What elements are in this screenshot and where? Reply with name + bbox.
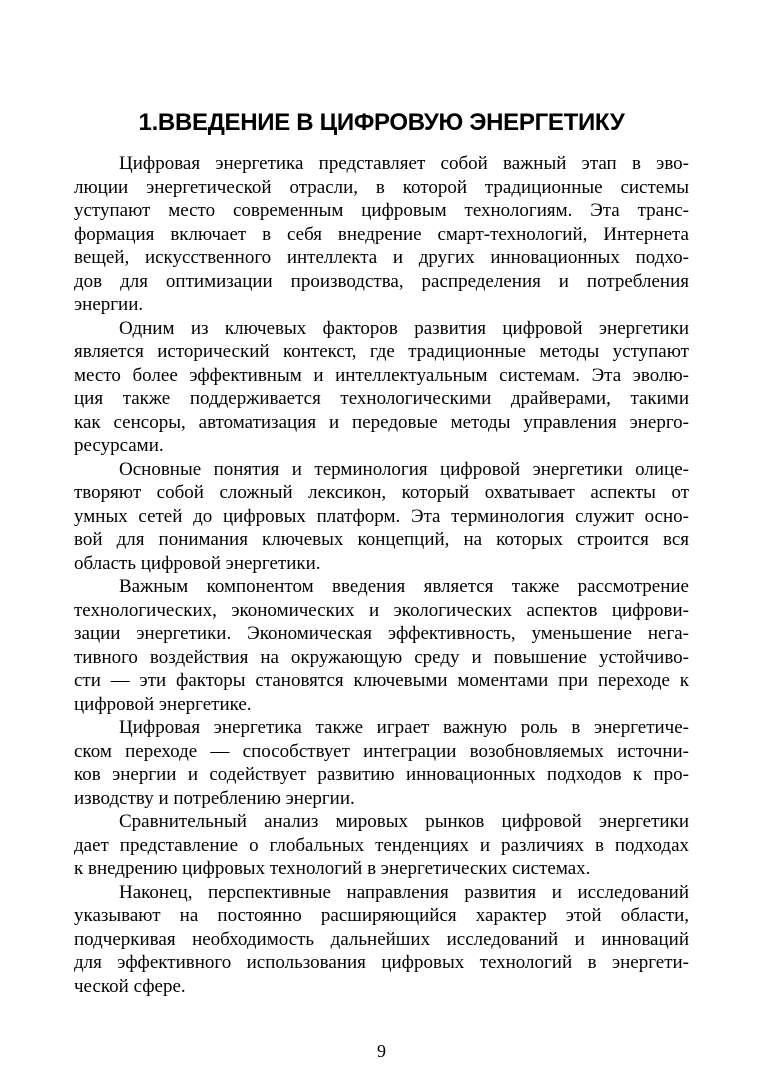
text-line: область цифровой энергетики. xyxy=(74,552,321,574)
text-line: указывают на постоянно расширяющийся характер этой области, xyxy=(74,905,689,926)
text-line: технологических, экономических и экологических аспектов цифрови- xyxy=(74,599,689,621)
text-line: дов для оптимизации производства, распределения и потребления xyxy=(74,270,689,292)
text-line: ков энергии и содействует развитию инновационных подходов к про- xyxy=(74,764,689,785)
text-line: подчеркивая необходимость дальнейших исследований и инноваций xyxy=(74,928,689,950)
text-line: Цифровая энергетика также играет важную роль в энергетиче- xyxy=(119,717,689,738)
text-line: умных сетей до цифровых платформ. Эта терминология служит осно- xyxy=(74,505,689,527)
paragraph xyxy=(74,716,689,810)
text-line: формация включает в себя внедрение смарт-технологий, Интернета xyxy=(74,223,689,245)
text-line: Одним из ключевых факторов развития цифровой энергетики xyxy=(119,317,689,339)
text-line: Сравнительный анализ мировых рынков цифровой энергетики xyxy=(119,811,689,832)
text-line: энергии. xyxy=(74,294,144,315)
text-line: изводству и потреблению энергии. xyxy=(74,787,355,809)
text-line: цифровой энергетике. xyxy=(74,693,252,715)
text-line: зации энергетики. Экономическая эффективность, уменьшение нега- xyxy=(74,623,689,644)
text-line: дает представление о глобальных тенденциях и различиях в подходах xyxy=(74,834,689,856)
page-number: 9 xyxy=(377,1041,386,1061)
text-line: ском переходе — способствует интеграции возобновляемых источни- xyxy=(74,740,689,762)
text-line: уступают место современным цифровым технологиям. Эта транс- xyxy=(74,200,689,221)
text-line: творяют собой сложный лексикон, который охватывает аспекты от xyxy=(74,482,689,503)
text-line: Основные понятия и терминология цифровой энергетики олице- xyxy=(119,458,689,480)
paragraph xyxy=(74,881,689,999)
paragraph xyxy=(74,810,689,881)
text-line: является исторический контекст, где традиционные методы уступают xyxy=(74,341,689,362)
paragraph xyxy=(74,152,689,317)
paragraph xyxy=(74,317,689,458)
text-line: вой для понимания ключевых концепций, на которых строится вся xyxy=(74,529,689,550)
text-line: люции энергетической отрасли, в которой традиционные системы xyxy=(74,176,689,198)
text-line: ресурсами. xyxy=(74,435,164,456)
text-line: место более эффективным и интеллектуальным системам. Эта эволю- xyxy=(74,364,689,386)
text-line: для эффективного использования цифровых технологий в энергети- xyxy=(74,952,689,973)
text-line: ческой сфере. xyxy=(74,975,186,997)
text-line: Важным компонентом введения является также рассмотрение xyxy=(119,576,689,597)
text-line: тивного воздействия на окружающую среду и повышение устойчиво- xyxy=(74,646,689,668)
text-line: к внедрению цифровых технологий в энергетических системах. xyxy=(74,858,591,879)
text-line: Наконец, перспективные направления развития и исследований xyxy=(119,881,689,903)
text-line: Цифровая энергетика представляет собой важный этап в эво- xyxy=(119,153,689,174)
text-line: ция также поддерживается технологическими драйверами, такими xyxy=(74,388,689,409)
chapter-heading: 1.ВВЕДЕНИЕ В ЦИФРОВУЮ ЭНЕРГЕТИКУ xyxy=(138,109,625,136)
text-line: сти — эти факторы становятся ключевыми моментами при переходе к xyxy=(74,670,689,691)
paragraph xyxy=(74,458,689,576)
text-line: как сенсоры, автоматизация и передовые методы управления энерго- xyxy=(74,411,689,433)
text-line: вещей, искусственного интеллекта и других инновационных подхо- xyxy=(74,247,689,268)
body-text xyxy=(74,152,689,998)
document-page xyxy=(74,0,689,1079)
paragraph xyxy=(74,575,689,716)
